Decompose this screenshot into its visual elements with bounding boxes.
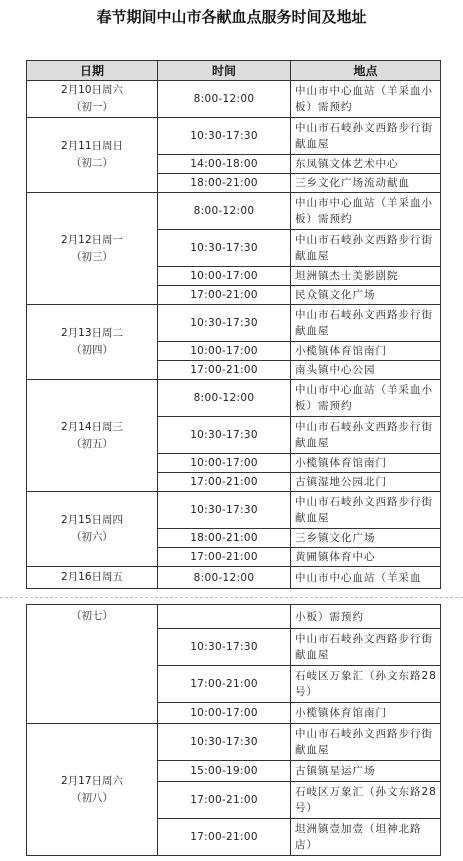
time-cell: 10:00-17:00 <box>158 454 291 473</box>
time-cell <box>158 605 291 629</box>
schedule-table-continued <box>26 604 441 856</box>
schedule-table <box>26 60 441 589</box>
date-cell: 2月12日周一 （初三） <box>27 193 158 305</box>
date-cell: 2月17日周六 （初八） <box>27 724 158 856</box>
table-row <box>27 193 441 230</box>
time-cell: 17:00-21:00 <box>158 473 291 492</box>
table-row <box>27 492 441 529</box>
header-time: 时间 <box>158 61 291 81</box>
place-cell: 小榄镇体育馆南门 <box>291 454 441 473</box>
place-cell: 三乡文化广场流动献血 <box>291 174 441 193</box>
time-cell: 17:00-21:00 <box>158 361 291 380</box>
place-cell: 古镇湿地公园北门 <box>291 473 441 492</box>
time-cell: 10:00-17:00 <box>158 703 291 724</box>
place-cell: 中山市石岐孙文西路步行街献血屋 <box>291 629 441 666</box>
place-cell: 小榄镇体育馆南门 <box>291 703 441 724</box>
place-cell: 小板）需预约 <box>291 605 441 629</box>
date-cell: 2月11日周日 （初二） <box>27 118 158 193</box>
time-cell: 8:00-12:00 <box>158 567 291 589</box>
place-cell: 石岐区万象汇（孙文东路28号） <box>291 782 441 819</box>
place-cell: 中山市中心血站（羊采血小板）需预约 <box>291 380 441 417</box>
place-cell: 民众镇文化广场 <box>291 286 441 305</box>
time-cell: 10:30-17:30 <box>158 118 291 155</box>
place-cell: 中山市中心血站（羊采血小板）需预约 <box>291 81 441 118</box>
time-cell: 8:00-12:00 <box>158 380 291 417</box>
place-cell: 南头镇中心公园 <box>291 361 441 380</box>
table-header-row <box>27 61 441 81</box>
place-cell: 中山市石岐孙文西路步行街献血屋 <box>291 230 441 267</box>
place-cell: 中山市石岐孙文西路步行街献血屋 <box>291 492 441 529</box>
table-row <box>27 305 441 342</box>
place-cell: 中山市石岐孙文西路步行街献血屋 <box>291 724 441 761</box>
time-cell: 10:30-17:30 <box>158 230 291 267</box>
page-break-divider <box>0 597 463 604</box>
place-cell: 石岐区万象汇（孙文东路28号） <box>291 666 441 703</box>
date-cell: 2月16日周五 <box>27 567 158 589</box>
table-row <box>27 118 441 155</box>
place-cell: 小榄镇体育馆南门 <box>291 342 441 361</box>
time-cell: 17:00-21:00 <box>158 666 291 703</box>
place-cell: 中山市中心血站（羊采血 <box>291 567 441 589</box>
date-cell: （初七） <box>27 605 158 724</box>
time-cell: 14:00-18:00 <box>158 155 291 174</box>
place-cell: 中山市石岐孙文西路步行街献血屋 <box>291 417 441 454</box>
time-cell: 17:00-21:00 <box>158 819 291 856</box>
table-row <box>27 81 441 118</box>
time-cell: 10:30-17:30 <box>158 492 291 529</box>
place-cell: 黄圃镇体育中心 <box>291 548 441 567</box>
place-cell: 古镇镇星运广场 <box>291 761 441 782</box>
place-cell: 坦洲镇壹加壹（坦神北路店） <box>291 819 441 856</box>
date-cell: 2月14日周三 （初五） <box>27 380 158 492</box>
time-cell: 8:00-12:00 <box>158 81 291 118</box>
time-cell: 15:00-19:00 <box>158 761 291 782</box>
time-cell: 10:30-17:30 <box>158 417 291 454</box>
date-cell: 2月10日周六 （初一） <box>27 81 158 118</box>
time-cell: 18:00-21:00 <box>158 529 291 548</box>
time-cell: 17:00-21:00 <box>158 548 291 567</box>
time-cell: 18:00-21:00 <box>158 174 291 193</box>
time-cell: 10:30-17:30 <box>158 724 291 761</box>
place-cell: 中山市中心血站（羊采血小板）需预约 <box>291 193 441 230</box>
table-row <box>27 567 441 589</box>
place-cell: 坦洲镇杰士美影剧院 <box>291 267 441 286</box>
time-cell: 17:00-21:00 <box>158 286 291 305</box>
time-cell: 17:00-21:00 <box>158 782 291 819</box>
place-cell: 中山市石岐孙文西路步行街献血屋 <box>291 118 441 155</box>
place-cell: 三乡镇文化广场 <box>291 529 441 548</box>
time-cell: 10:30-17:30 <box>158 305 291 342</box>
time-cell: 10:00-17:00 <box>158 267 291 286</box>
table-row <box>27 724 441 761</box>
time-cell: 10:30-17:30 <box>158 629 291 666</box>
date-cell: 2月13日周二 （初四） <box>27 305 158 380</box>
table-row <box>27 380 441 417</box>
header-date: 日期 <box>27 61 158 81</box>
header-place: 地点 <box>291 61 441 81</box>
date-cell: 2月15日周四 （初六） <box>27 492 158 567</box>
page-title: 春节期间中山市各献血点服务时间及地址 <box>96 8 367 26</box>
time-cell: 10:00-17:00 <box>158 342 291 361</box>
place-cell: 中山市石岐孙文西路步行街献血屋 <box>291 305 441 342</box>
place-cell: 东凤镇文体艺术中心 <box>291 155 441 174</box>
time-cell: 8:00-12:00 <box>158 193 291 230</box>
table-row <box>27 605 441 629</box>
